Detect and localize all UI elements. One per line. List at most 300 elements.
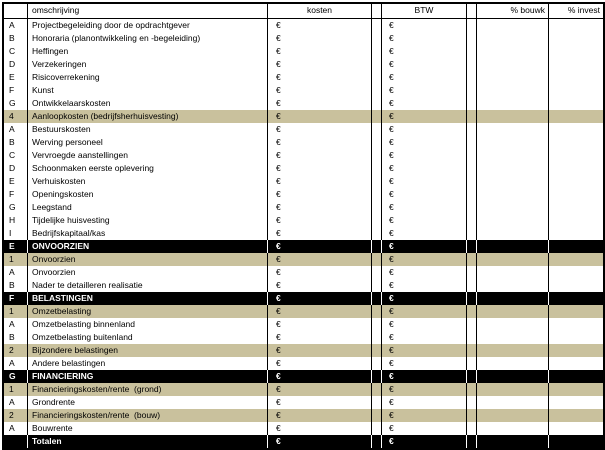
gap-cell — [372, 84, 382, 97]
row-label: Bijzondere belastingen — [28, 344, 268, 357]
table-row — [4, 201, 603, 214]
table-row — [4, 71, 603, 84]
table-row — [4, 266, 603, 279]
table-row — [4, 214, 603, 227]
table-body — [4, 19, 603, 448]
gap-cell — [372, 188, 382, 201]
row-label: Risicoverrekening — [28, 71, 268, 84]
row-label: BELASTINGEN — [28, 292, 268, 305]
btw-euro-cell: € — [382, 58, 467, 71]
row-label: Financieringskosten/rente (grond) — [28, 383, 268, 396]
gap-cell — [372, 279, 382, 292]
row-code: E — [4, 71, 28, 84]
bouwk-cell — [477, 123, 549, 136]
table-row — [4, 45, 603, 58]
row-code: A — [4, 19, 28, 32]
bouwk-cell — [477, 227, 549, 240]
row-label: Financieringskosten/rente (bouw) — [28, 409, 268, 422]
gap-cell — [467, 396, 477, 409]
row-code: 1 — [4, 253, 28, 266]
kosten-euro-cell: € — [268, 396, 372, 409]
row-label: Omzetbelasting binnenland — [28, 318, 268, 331]
kosten-euro-cell: € — [268, 253, 372, 266]
gap-cell — [372, 32, 382, 45]
row-code: A — [4, 123, 28, 136]
bouwk-cell — [477, 175, 549, 188]
kosten-euro-cell: € — [268, 422, 372, 435]
gap-cell — [372, 45, 382, 58]
row-code: B — [4, 32, 28, 45]
btw-euro-cell: € — [382, 240, 467, 253]
kosten-euro-cell: € — [268, 149, 372, 162]
table-row — [4, 32, 603, 45]
table-row — [4, 422, 603, 435]
header-invest: % invest — [567, 5, 600, 15]
gap-cell — [372, 344, 382, 357]
gap-cell — [372, 227, 382, 240]
gap-cell — [372, 266, 382, 279]
gap-cell — [372, 71, 382, 84]
bouwk-cell — [477, 71, 549, 84]
gap-cell — [467, 123, 477, 136]
row-code: E — [4, 175, 28, 188]
row-code: B — [4, 279, 28, 292]
row-code: C — [4, 45, 28, 58]
bouwk-cell — [477, 214, 549, 227]
invest-cell — [549, 383, 603, 396]
kosten-euro-cell: € — [268, 266, 372, 279]
kosten-euro-cell: € — [268, 227, 372, 240]
gap-cell — [372, 19, 382, 32]
kosten-euro-cell: € — [268, 201, 372, 214]
btw-euro-cell: € — [382, 84, 467, 97]
gap-cell — [372, 422, 382, 435]
row-code: A — [4, 396, 28, 409]
gap-cell — [467, 149, 477, 162]
header-gap-cell — [372, 4, 382, 18]
kosten-euro-cell: € — [268, 240, 372, 253]
table-row — [4, 175, 603, 188]
btw-euro-cell: € — [382, 279, 467, 292]
row-label: Andere belastingen — [28, 357, 268, 370]
header-bouwk: % bouwk — [477, 4, 549, 18]
bouwk-cell — [477, 84, 549, 97]
header-omschrijving: omschrijving — [28, 4, 268, 18]
table-row — [4, 240, 603, 253]
gap-cell — [467, 32, 477, 45]
bouwk-cell — [477, 240, 549, 253]
gap-cell — [467, 305, 477, 318]
btw-euro-cell: € — [382, 396, 467, 409]
invest-cell — [549, 110, 603, 123]
kosten-euro-cell: € — [268, 357, 372, 370]
table-row — [4, 370, 603, 383]
kosten-euro-cell: € — [268, 123, 372, 136]
bouwk-cell — [477, 58, 549, 71]
row-label: Kunst — [28, 84, 268, 97]
gap-cell — [467, 227, 477, 240]
row-label: Nader te detailleren realisatie — [28, 279, 268, 292]
invest-cell — [549, 357, 603, 370]
table-row — [4, 318, 603, 331]
row-code: G — [4, 97, 28, 110]
kosten-euro-cell: € — [268, 162, 372, 175]
btw-euro-cell: € — [382, 201, 467, 214]
bouwk-cell — [477, 136, 549, 149]
row-label: ONVOORZIEN — [28, 240, 268, 253]
bouwk-cell — [477, 409, 549, 422]
gap-cell — [372, 305, 382, 318]
kosten-euro-cell: € — [268, 318, 372, 331]
gap-cell — [372, 331, 382, 344]
bouwk-cell — [477, 32, 549, 45]
bouwk-cell — [477, 201, 549, 214]
table-row — [4, 344, 603, 357]
invest-cell — [549, 214, 603, 227]
btw-euro-cell: € — [382, 71, 467, 84]
kosten-euro-cell: € — [268, 383, 372, 396]
table-row — [4, 123, 603, 136]
bouwk-cell — [477, 357, 549, 370]
gap-cell — [467, 84, 477, 97]
btw-euro-cell: € — [382, 97, 467, 110]
row-label: Schoonmaken eerste oplevering — [28, 162, 268, 175]
header-code-cell — [4, 4, 28, 18]
row-label: Bestuurskosten — [28, 123, 268, 136]
table-row — [4, 110, 603, 123]
btw-euro-cell: € — [382, 110, 467, 123]
row-label: Omzetbelasting buitenland — [28, 331, 268, 344]
invest-cell — [549, 136, 603, 149]
gap-cell — [467, 357, 477, 370]
invest-cell — [549, 318, 603, 331]
gap-cell — [467, 214, 477, 227]
table-row — [4, 279, 603, 292]
gap-cell — [467, 19, 477, 32]
row-label: Bedrijfskapitaal/kas — [28, 227, 268, 240]
row-label: Werving personeel — [28, 136, 268, 149]
row-code: A — [4, 266, 28, 279]
gap-cell — [467, 201, 477, 214]
btw-euro-cell: € — [382, 136, 467, 149]
gap-cell — [372, 435, 382, 448]
row-code: 1 — [4, 383, 28, 396]
row-code: I — [4, 227, 28, 240]
btw-euro-cell: € — [382, 344, 467, 357]
cost-table — [2, 2, 605, 450]
row-label: Heffingen — [28, 45, 268, 58]
invest-cell — [549, 227, 603, 240]
row-code: B — [4, 136, 28, 149]
row-label: Totalen — [28, 435, 268, 448]
invest-cell — [549, 396, 603, 409]
btw-euro-cell: € — [382, 149, 467, 162]
gap-cell — [467, 435, 477, 448]
row-label: Bouwrente — [28, 422, 268, 435]
invest-cell — [549, 19, 603, 32]
gap-cell — [372, 58, 382, 71]
gap-cell — [467, 45, 477, 58]
gap-cell — [372, 383, 382, 396]
gap-cell — [372, 162, 382, 175]
bouwk-cell — [477, 110, 549, 123]
kosten-euro-cell: € — [268, 110, 372, 123]
kosten-euro-cell: € — [268, 409, 372, 422]
kosten-euro-cell: € — [268, 175, 372, 188]
row-code — [4, 435, 28, 448]
btw-euro-cell: € — [382, 292, 467, 305]
header-btw: BTW — [382, 4, 467, 18]
bouwk-cell — [477, 253, 549, 266]
bouwk-cell — [477, 188, 549, 201]
btw-euro-cell: € — [382, 32, 467, 45]
invest-cell — [549, 45, 603, 58]
btw-euro-cell: € — [382, 123, 467, 136]
kosten-euro-cell: € — [268, 97, 372, 110]
kosten-euro-cell: € — [268, 136, 372, 149]
row-label: Projectbegeleiding door de opdrachtgever — [28, 19, 268, 32]
gap-cell — [372, 240, 382, 253]
bouwk-cell — [477, 97, 549, 110]
kosten-euro-cell: € — [268, 84, 372, 97]
kosten-euro-cell: € — [268, 370, 372, 383]
gap-cell — [467, 253, 477, 266]
invest-cell — [549, 58, 603, 71]
table-row — [4, 227, 603, 240]
bouwk-cell — [477, 331, 549, 344]
bouwk-cell — [477, 45, 549, 58]
row-label: FINANCIERING — [28, 370, 268, 383]
gap-cell — [467, 97, 477, 110]
bouwk-cell — [477, 266, 549, 279]
gap-cell — [467, 383, 477, 396]
row-label: Ontwikkelaarskosten — [28, 97, 268, 110]
invest-cell — [549, 97, 603, 110]
gap-cell — [467, 136, 477, 149]
table-row — [4, 58, 603, 71]
gap-cell — [467, 409, 477, 422]
row-label: Verzekeringen — [28, 58, 268, 71]
row-label: Omzetbelasting — [28, 305, 268, 318]
bouwk-cell — [477, 318, 549, 331]
invest-cell — [549, 240, 603, 253]
row-code: F — [4, 292, 28, 305]
btw-euro-cell: € — [382, 305, 467, 318]
header-gap-cell — [467, 4, 477, 18]
btw-euro-cell: € — [382, 435, 467, 448]
row-code: F — [4, 188, 28, 201]
gap-cell — [372, 201, 382, 214]
bouwk-cell — [477, 305, 549, 318]
gap-cell — [372, 149, 382, 162]
table-row — [4, 292, 603, 305]
gap-cell — [467, 331, 477, 344]
row-code: A — [4, 422, 28, 435]
row-code: B — [4, 331, 28, 344]
table-row — [4, 188, 603, 201]
btw-euro-cell: € — [382, 188, 467, 201]
gap-cell — [467, 188, 477, 201]
row-code: D — [4, 162, 28, 175]
table-row — [4, 97, 603, 110]
gap-cell — [372, 253, 382, 266]
row-label: Onvoorzien — [28, 253, 268, 266]
invest-cell — [549, 175, 603, 188]
gap-cell — [372, 292, 382, 305]
gap-cell — [467, 71, 477, 84]
btw-euro-cell: € — [382, 357, 467, 370]
gap-cell — [467, 370, 477, 383]
btw-euro-cell: € — [382, 422, 467, 435]
invest-cell — [549, 123, 603, 136]
invest-cell — [549, 201, 603, 214]
gap-cell — [467, 422, 477, 435]
row-code: F — [4, 84, 28, 97]
row-code: A — [4, 357, 28, 370]
gap-cell — [467, 175, 477, 188]
bouwk-cell — [477, 435, 549, 448]
invest-cell — [549, 292, 603, 305]
table-row — [4, 149, 603, 162]
invest-cell — [549, 162, 603, 175]
gap-cell — [372, 136, 382, 149]
invest-cell — [549, 149, 603, 162]
kosten-euro-cell: € — [268, 214, 372, 227]
btw-euro-cell: € — [382, 175, 467, 188]
row-code: 2 — [4, 344, 28, 357]
row-code: 2 — [4, 409, 28, 422]
btw-euro-cell: € — [382, 331, 467, 344]
table-row — [4, 396, 603, 409]
row-code: G — [4, 370, 28, 383]
kosten-euro-cell: € — [268, 32, 372, 45]
gap-cell — [372, 357, 382, 370]
kosten-euro-cell: € — [268, 71, 372, 84]
kosten-euro-cell: € — [268, 305, 372, 318]
gap-cell — [467, 344, 477, 357]
gap-cell — [372, 110, 382, 123]
bouwk-cell — [477, 279, 549, 292]
gap-cell — [467, 279, 477, 292]
row-code: 1 — [4, 305, 28, 318]
table-row — [4, 435, 603, 448]
gap-cell — [467, 318, 477, 331]
gap-cell — [372, 175, 382, 188]
row-code: G — [4, 201, 28, 214]
invest-cell — [549, 266, 603, 279]
row-label: Leegstand — [28, 201, 268, 214]
invest-cell — [549, 344, 603, 357]
btw-euro-cell: € — [382, 383, 467, 396]
invest-cell — [549, 370, 603, 383]
bouwk-cell — [477, 292, 549, 305]
row-code: H — [4, 214, 28, 227]
gap-cell — [467, 240, 477, 253]
bouwk-cell — [477, 19, 549, 32]
gap-cell — [467, 266, 477, 279]
row-label: Grondrente — [28, 396, 268, 409]
btw-euro-cell: € — [382, 162, 467, 175]
invest-cell — [549, 188, 603, 201]
bouwk-cell — [477, 344, 549, 357]
btw-euro-cell: € — [382, 214, 467, 227]
table-row — [4, 409, 603, 422]
table-row — [4, 253, 603, 266]
kosten-euro-cell: € — [268, 45, 372, 58]
gap-cell — [467, 292, 477, 305]
row-label: Verhuiskosten — [28, 175, 268, 188]
bouwk-cell — [477, 370, 549, 383]
table-header-row — [4, 4, 603, 19]
bouwk-cell — [477, 396, 549, 409]
kosten-euro-cell: € — [268, 58, 372, 71]
gap-cell — [372, 409, 382, 422]
invest-cell — [549, 435, 603, 448]
invest-cell — [549, 84, 603, 97]
kosten-euro-cell: € — [268, 279, 372, 292]
kosten-euro-cell: € — [268, 435, 372, 448]
btw-euro-cell: € — [382, 318, 467, 331]
invest-cell — [549, 32, 603, 45]
bouwk-cell — [477, 422, 549, 435]
row-label: Honoraria (planontwikkeling en -begeleiding) — [28, 32, 268, 45]
row-label: Openingskosten — [28, 188, 268, 201]
invest-cell — [549, 409, 603, 422]
gap-cell — [372, 214, 382, 227]
kosten-euro-cell: € — [268, 331, 372, 344]
btw-euro-cell: € — [382, 409, 467, 422]
invest-cell — [549, 305, 603, 318]
gap-cell — [467, 162, 477, 175]
header-kosten: kosten — [268, 4, 372, 18]
bouwk-cell — [477, 383, 549, 396]
gap-cell — [372, 318, 382, 331]
table-row — [4, 357, 603, 370]
row-code: 4 — [4, 110, 28, 123]
kosten-euro-cell: € — [268, 292, 372, 305]
btw-euro-cell: € — [382, 19, 467, 32]
row-label: Tijdelijke huisvesting — [28, 214, 268, 227]
bouwk-cell — [477, 162, 549, 175]
row-code: A — [4, 318, 28, 331]
invest-cell — [549, 253, 603, 266]
kosten-euro-cell: € — [268, 188, 372, 201]
gap-cell — [372, 370, 382, 383]
table-row — [4, 331, 603, 344]
table-row — [4, 162, 603, 175]
btw-euro-cell: € — [382, 266, 467, 279]
invest-cell — [549, 422, 603, 435]
kosten-euro-cell: € — [268, 344, 372, 357]
gap-cell — [372, 123, 382, 136]
table-row — [4, 19, 603, 32]
row-code: E — [4, 240, 28, 253]
gap-cell — [372, 396, 382, 409]
table-row — [4, 305, 603, 318]
gap-cell — [372, 97, 382, 110]
row-label: Onvoorzien — [28, 266, 268, 279]
invest-cell — [549, 279, 603, 292]
row-code: D — [4, 58, 28, 71]
invest-cell — [549, 331, 603, 344]
btw-euro-cell: € — [382, 227, 467, 240]
btw-euro-cell: € — [382, 45, 467, 58]
invest-cell — [549, 71, 603, 84]
row-label: Vervroegde aanstellingen — [28, 149, 268, 162]
btw-euro-cell: € — [382, 370, 467, 383]
bouwk-cell — [477, 149, 549, 162]
gap-cell — [467, 110, 477, 123]
